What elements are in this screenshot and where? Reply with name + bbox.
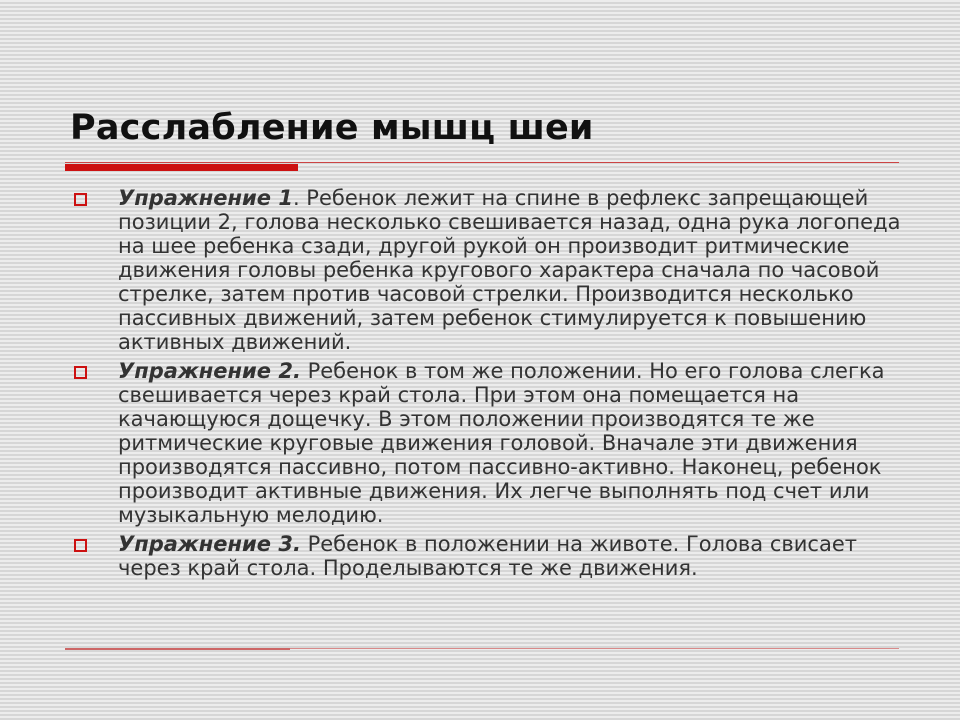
bullet-heading: Упражнение 2. (118, 359, 301, 383)
bullet-heading: Упражнение 3. (118, 532, 301, 556)
hollow-square-icon (74, 539, 87, 552)
title-divider-accent (65, 164, 298, 171)
bullet-item-exercise-1 (70, 186, 910, 354)
bullet-text: . Ребенок лежит на спине в рефлекс запрещающей позиции 2, голова несколько свешивается назад, одна рука логопеда на шее ребенка сзади, другой рукой он производит ритмические движения головы ребенка кругового характера сначала по часовой стрелке, затем против часовой стрелки. Производится несколько пассивных движений, затем ребенок стимулируется к повышению активных движений. (118, 186, 901, 354)
title-divider-thin (65, 162, 899, 163)
hollow-square-icon (74, 193, 87, 206)
bullet-list (70, 186, 910, 585)
slide-title: Расслабление мышц шеи (70, 108, 594, 148)
bullet-text: Ребенок в том же положении. Но его голова слегка свешивается через край стола. При этом она помещается на качающуюся дощечку. В этом положении производятся те же ритмические круговые движения головой. Вначале эти движения производятся пассивно, потом пассивно-активно. Наконец, ребенок производит активные движения. Их легче выполнять под счет или музыкальную мелодию. (118, 359, 885, 527)
hollow-square-icon (74, 366, 87, 379)
bullet-item-exercise-3 (70, 532, 910, 580)
footer-divider-accent (65, 648, 290, 650)
bullet-text: Ребенок в положении на животе. Голова свисает через край стола. Проделываются те же движения. (118, 532, 857, 580)
bullet-item-exercise-2 (70, 359, 910, 527)
bullet-heading: Упражнение 1 (118, 186, 293, 210)
